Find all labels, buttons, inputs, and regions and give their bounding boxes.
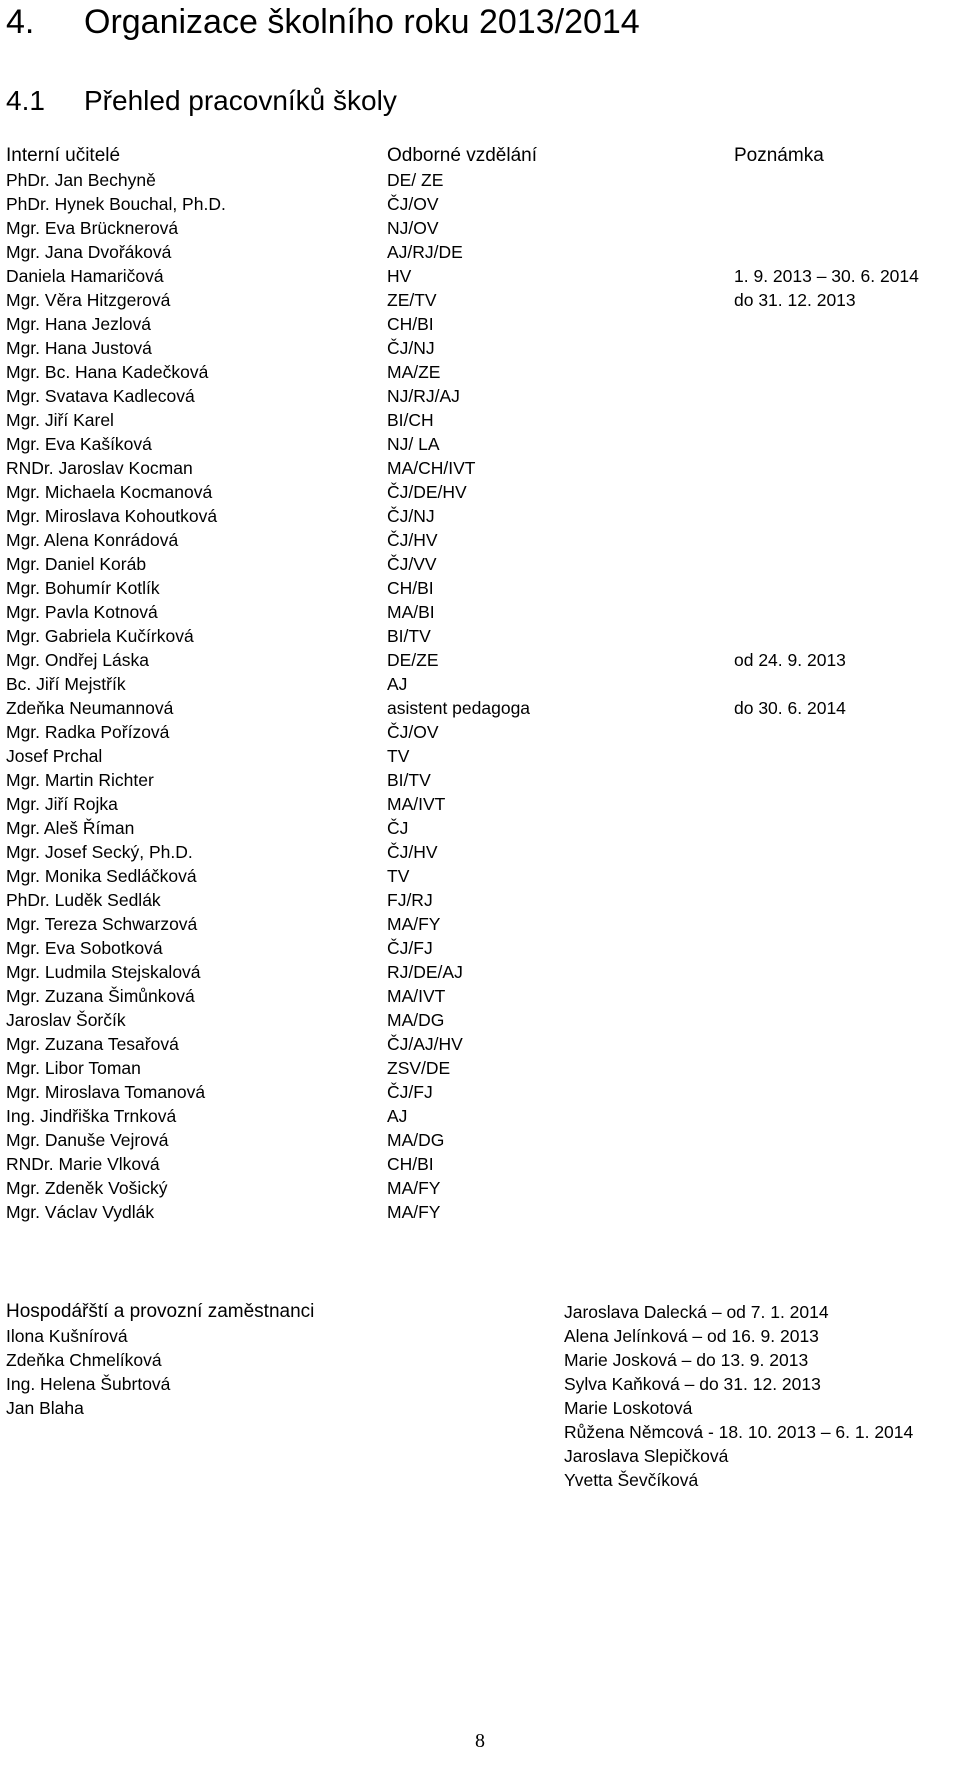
teacher-qualification: ČJ/HV — [387, 842, 438, 862]
teacher-qualification: ZE/TV — [387, 290, 437, 310]
teacher-name: Mgr. Pavla Kotnová — [6, 602, 158, 622]
teacher-row — [6, 648, 956, 672]
teacher-row — [6, 768, 956, 792]
teacher-qualification: MA/IVT — [387, 794, 446, 814]
teacher-name: Mgr. Zuzana Šimůnková — [6, 986, 195, 1006]
teacher-row — [6, 312, 956, 336]
teacher-name: Mgr. Bohumír Kotlík — [6, 578, 160, 598]
staff-right-column — [564, 1300, 913, 1492]
staff-member: Ing. Helena Šubrtová — [6, 1374, 171, 1394]
teacher-qualification: MA/FY — [387, 914, 441, 934]
teacher-name: Zdeňka Neumannová — [6, 698, 174, 718]
teacher-name: Mgr. Josef Secký, Ph.D. — [6, 842, 193, 862]
staff-member: Zdeňka Chmelíková — [6, 1350, 162, 1370]
teacher-row — [6, 384, 956, 408]
teacher-name: Mgr. Eva Brücknerová — [6, 218, 179, 238]
teacher-qualification: ZSV/DE — [387, 1058, 451, 1078]
teacher-name: Ing. Jindřiška Trnková — [6, 1106, 177, 1126]
teacher-qualification: MA/DG — [387, 1010, 445, 1030]
teacher-row — [6, 528, 956, 552]
staff-member: Jaroslava Slepičková — [564, 1446, 729, 1466]
subsection-title: Přehled pracovníků školy — [84, 85, 397, 116]
teacher-name: Mgr. Zdeněk Vošický — [6, 1178, 168, 1198]
teacher-name: Mgr. Zuzana Tesařová — [6, 1034, 179, 1054]
teacher-row — [6, 1008, 956, 1032]
teacher-qualification: AJ — [387, 674, 408, 694]
teacher-row — [6, 432, 956, 456]
teacher-name: Mgr. Michaela Kocmanová — [6, 482, 213, 502]
teacher-note: do 30. 6. 2014 — [734, 698, 846, 718]
teacher-row — [6, 792, 956, 816]
teacher-row — [6, 936, 956, 960]
teacher-name: PhDr. Luděk Sedlák — [6, 890, 161, 910]
teacher-row — [6, 720, 956, 744]
staff-member: Alena Jelínková – od 16. 9. 2013 — [564, 1326, 819, 1346]
teacher-row — [6, 672, 956, 696]
teacher-qualification: ČJ/AJ/HV — [387, 1034, 463, 1054]
teacher-qualification: NJ/OV — [387, 218, 439, 238]
teacher-row — [6, 600, 956, 624]
staff-member: Marie Loskotová — [564, 1398, 693, 1418]
teacher-name: Mgr. Hana Justová — [6, 338, 152, 358]
teacher-row — [6, 888, 956, 912]
teacher-qualification: MA/ZE — [387, 362, 441, 382]
teacher-row — [6, 840, 956, 864]
teacher-qualification: BI/TV — [387, 626, 431, 646]
teacher-name: Mgr. Jiří Rojka — [6, 794, 118, 814]
teacher-qualification: RJ/DE/AJ — [387, 962, 463, 982]
teacher-row — [6, 168, 956, 192]
teacher-qualification: BI/TV — [387, 770, 431, 790]
staff-header: Hospodářští a provozní zaměstnanci — [6, 1301, 315, 1322]
teacher-note: do 31. 12. 2013 — [734, 290, 856, 310]
teacher-qualification: DE/ZE — [387, 650, 439, 670]
teacher-qualification: ČJ/NJ — [387, 338, 435, 358]
teacher-row — [6, 408, 956, 432]
teacher-name: Mgr. Libor Toman — [6, 1058, 141, 1078]
teachers-table — [6, 144, 956, 1224]
teacher-row — [6, 1032, 956, 1056]
teacher-row — [6, 1152, 956, 1176]
teacher-name: PhDr. Hynek Bouchal, Ph.D. — [6, 194, 226, 214]
teacher-qualification: MA/IVT — [387, 986, 446, 1006]
page-number: 8 — [475, 1730, 485, 1752]
teacher-name: Mgr. Gabriela Kučírková — [6, 626, 194, 646]
teacher-name: Mgr. Ondřej Láska — [6, 650, 149, 670]
teacher-name: Mgr. Václav Vydlák — [6, 1202, 155, 1222]
teacher-row — [6, 264, 956, 288]
staff-member: Marie Josková – do 13. 9. 2013 — [564, 1350, 809, 1370]
header-qualification: Odborné vzdělání — [387, 145, 537, 166]
teacher-name: Daniela Hamaričová — [6, 266, 164, 286]
teacher-row — [6, 912, 956, 936]
teacher-qualification: ČJ/NJ — [387, 506, 435, 526]
teacher-qualification: DE/ ZE — [387, 170, 444, 190]
teacher-name: Mgr. Hana Jezlová — [6, 314, 151, 334]
teacher-row — [6, 696, 956, 720]
teacher-name: Bc. Jiří Mejstřík — [6, 674, 126, 694]
teacher-qualification: ČJ/DE/HV — [387, 482, 467, 502]
teacher-name: Mgr. Bc. Hana Kadečková — [6, 362, 209, 382]
teacher-row — [6, 1104, 956, 1128]
teacher-name: Mgr. Miroslava Tomanová — [6, 1082, 206, 1102]
teacher-qualification: CH/BI — [387, 314, 434, 334]
teacher-name: RNDr. Jaroslav Kocman — [6, 458, 193, 478]
teacher-name: Mgr. Radka Pořízová — [6, 722, 170, 742]
teacher-qualification: MA/BI — [387, 602, 435, 622]
teachers-header-row — [6, 144, 956, 168]
subsection-number: 4.1 — [6, 85, 45, 116]
staff-member: Ilona Kušnírová — [6, 1326, 128, 1346]
teacher-row — [6, 552, 956, 576]
teacher-note: od 24. 9. 2013 — [734, 650, 846, 670]
teacher-row — [6, 864, 956, 888]
teacher-row — [6, 1176, 956, 1200]
teacher-qualification: MA/DG — [387, 1130, 445, 1150]
teacher-name: Mgr. Alena Konrádová — [6, 530, 179, 550]
teacher-name: RNDr. Marie Vlková — [6, 1154, 160, 1174]
teacher-name: PhDr. Jan Bechyně — [6, 170, 156, 190]
teacher-qualification: BI/CH — [387, 410, 434, 430]
teacher-name: Mgr. Monika Sedláčková — [6, 866, 197, 886]
subsection-heading — [6, 84, 397, 118]
teacher-row — [6, 744, 956, 768]
staff-left-column — [6, 1300, 314, 1420]
teacher-name: Mgr. Tereza Schwarzová — [6, 914, 198, 934]
teacher-row — [6, 1128, 956, 1152]
teacher-row — [6, 480, 956, 504]
teacher-qualification: ČJ/OV — [387, 194, 439, 214]
teacher-name: Jaroslav Šorčík — [6, 1010, 126, 1030]
teacher-name: Mgr. Jana Dvořáková — [6, 242, 172, 262]
teacher-row — [6, 960, 956, 984]
teacher-qualification: asistent pedagoga — [387, 698, 531, 718]
header-note: Poznámka — [734, 145, 824, 166]
teacher-row — [6, 576, 956, 600]
teacher-qualification: TV — [387, 746, 410, 766]
teacher-qualification: NJ/ LA — [387, 434, 440, 454]
teacher-qualification: TV — [387, 866, 410, 886]
teacher-qualification: CH/BI — [387, 1154, 434, 1174]
teacher-name: Mgr. Svatava Kadlecová — [6, 386, 195, 406]
teacher-qualification: MA/FY — [387, 1202, 441, 1222]
teacher-qualification: HV — [387, 266, 412, 286]
header-name: Interní učitelé — [6, 145, 121, 166]
teacher-qualification: ČJ/HV — [387, 530, 438, 550]
teacher-row — [6, 192, 956, 216]
teacher-row — [6, 360, 956, 384]
teacher-row — [6, 984, 956, 1008]
teacher-name: Mgr. Aleš Říman — [6, 818, 135, 838]
teacher-qualification: ČJ/OV — [387, 722, 439, 742]
teacher-qualification: CH/BI — [387, 578, 434, 598]
teacher-row — [6, 216, 956, 240]
teacher-name: Mgr. Danuše Vejrová — [6, 1130, 169, 1150]
section-heading — [6, 2, 640, 42]
teacher-row — [6, 1080, 956, 1104]
teacher-row — [6, 504, 956, 528]
teacher-row — [6, 1200, 956, 1224]
teacher-name: Mgr. Eva Kašíková — [6, 434, 152, 454]
teacher-qualification: ČJ/VV — [387, 554, 437, 574]
teacher-qualification: AJ/RJ/DE — [387, 242, 463, 262]
teacher-qualification: ČJ — [387, 818, 409, 838]
teacher-name: Mgr. Martin Richter — [6, 770, 154, 790]
teacher-name: Mgr. Eva Sobotková — [6, 938, 163, 958]
teacher-row — [6, 288, 956, 312]
teacher-name: Mgr. Věra Hitzgerová — [6, 290, 171, 310]
staff-member: Růžena Němcová - 18. 10. 2013 – 6. 1. 2014 — [564, 1422, 914, 1442]
teacher-qualification: MA/FY — [387, 1178, 441, 1198]
teacher-row — [6, 240, 956, 264]
staff-member: Yvetta Ševčíková — [564, 1470, 699, 1490]
teacher-name: Mgr. Miroslava Kohoutková — [6, 506, 218, 526]
teacher-name: Mgr. Ludmila Stejskalová — [6, 962, 201, 982]
teacher-row — [6, 1056, 956, 1080]
teacher-row — [6, 816, 956, 840]
teacher-qualification: ČJ/FJ — [387, 1082, 433, 1102]
staff-member: Sylva Kaňková – do 31. 12. 2013 — [564, 1374, 821, 1394]
teacher-qualification: AJ — [387, 1106, 408, 1126]
section-title: Organizace školního roku 2013/2014 — [84, 3, 640, 41]
teacher-qualification: ČJ/FJ — [387, 938, 433, 958]
teacher-row — [6, 456, 956, 480]
teacher-qualification: MA/CH/IVT — [387, 458, 476, 478]
teacher-qualification: FJ/RJ — [387, 890, 433, 910]
teacher-note: 1. 9. 2013 – 30. 6. 2014 — [734, 266, 919, 286]
staff-member: Jaroslava Dalecká – od 7. 1. 2014 — [564, 1302, 829, 1322]
teacher-row — [6, 336, 956, 360]
teacher-name: Josef Prchal — [6, 746, 103, 766]
teacher-name: Mgr. Jiří Karel — [6, 410, 114, 430]
teacher-qualification: NJ/RJ/AJ — [387, 386, 460, 406]
section-number: 4. — [6, 3, 35, 41]
teacher-row — [6, 624, 956, 648]
staff-member: Jan Blaha — [6, 1398, 84, 1418]
teacher-name: Mgr. Daniel Koráb — [6, 554, 147, 574]
